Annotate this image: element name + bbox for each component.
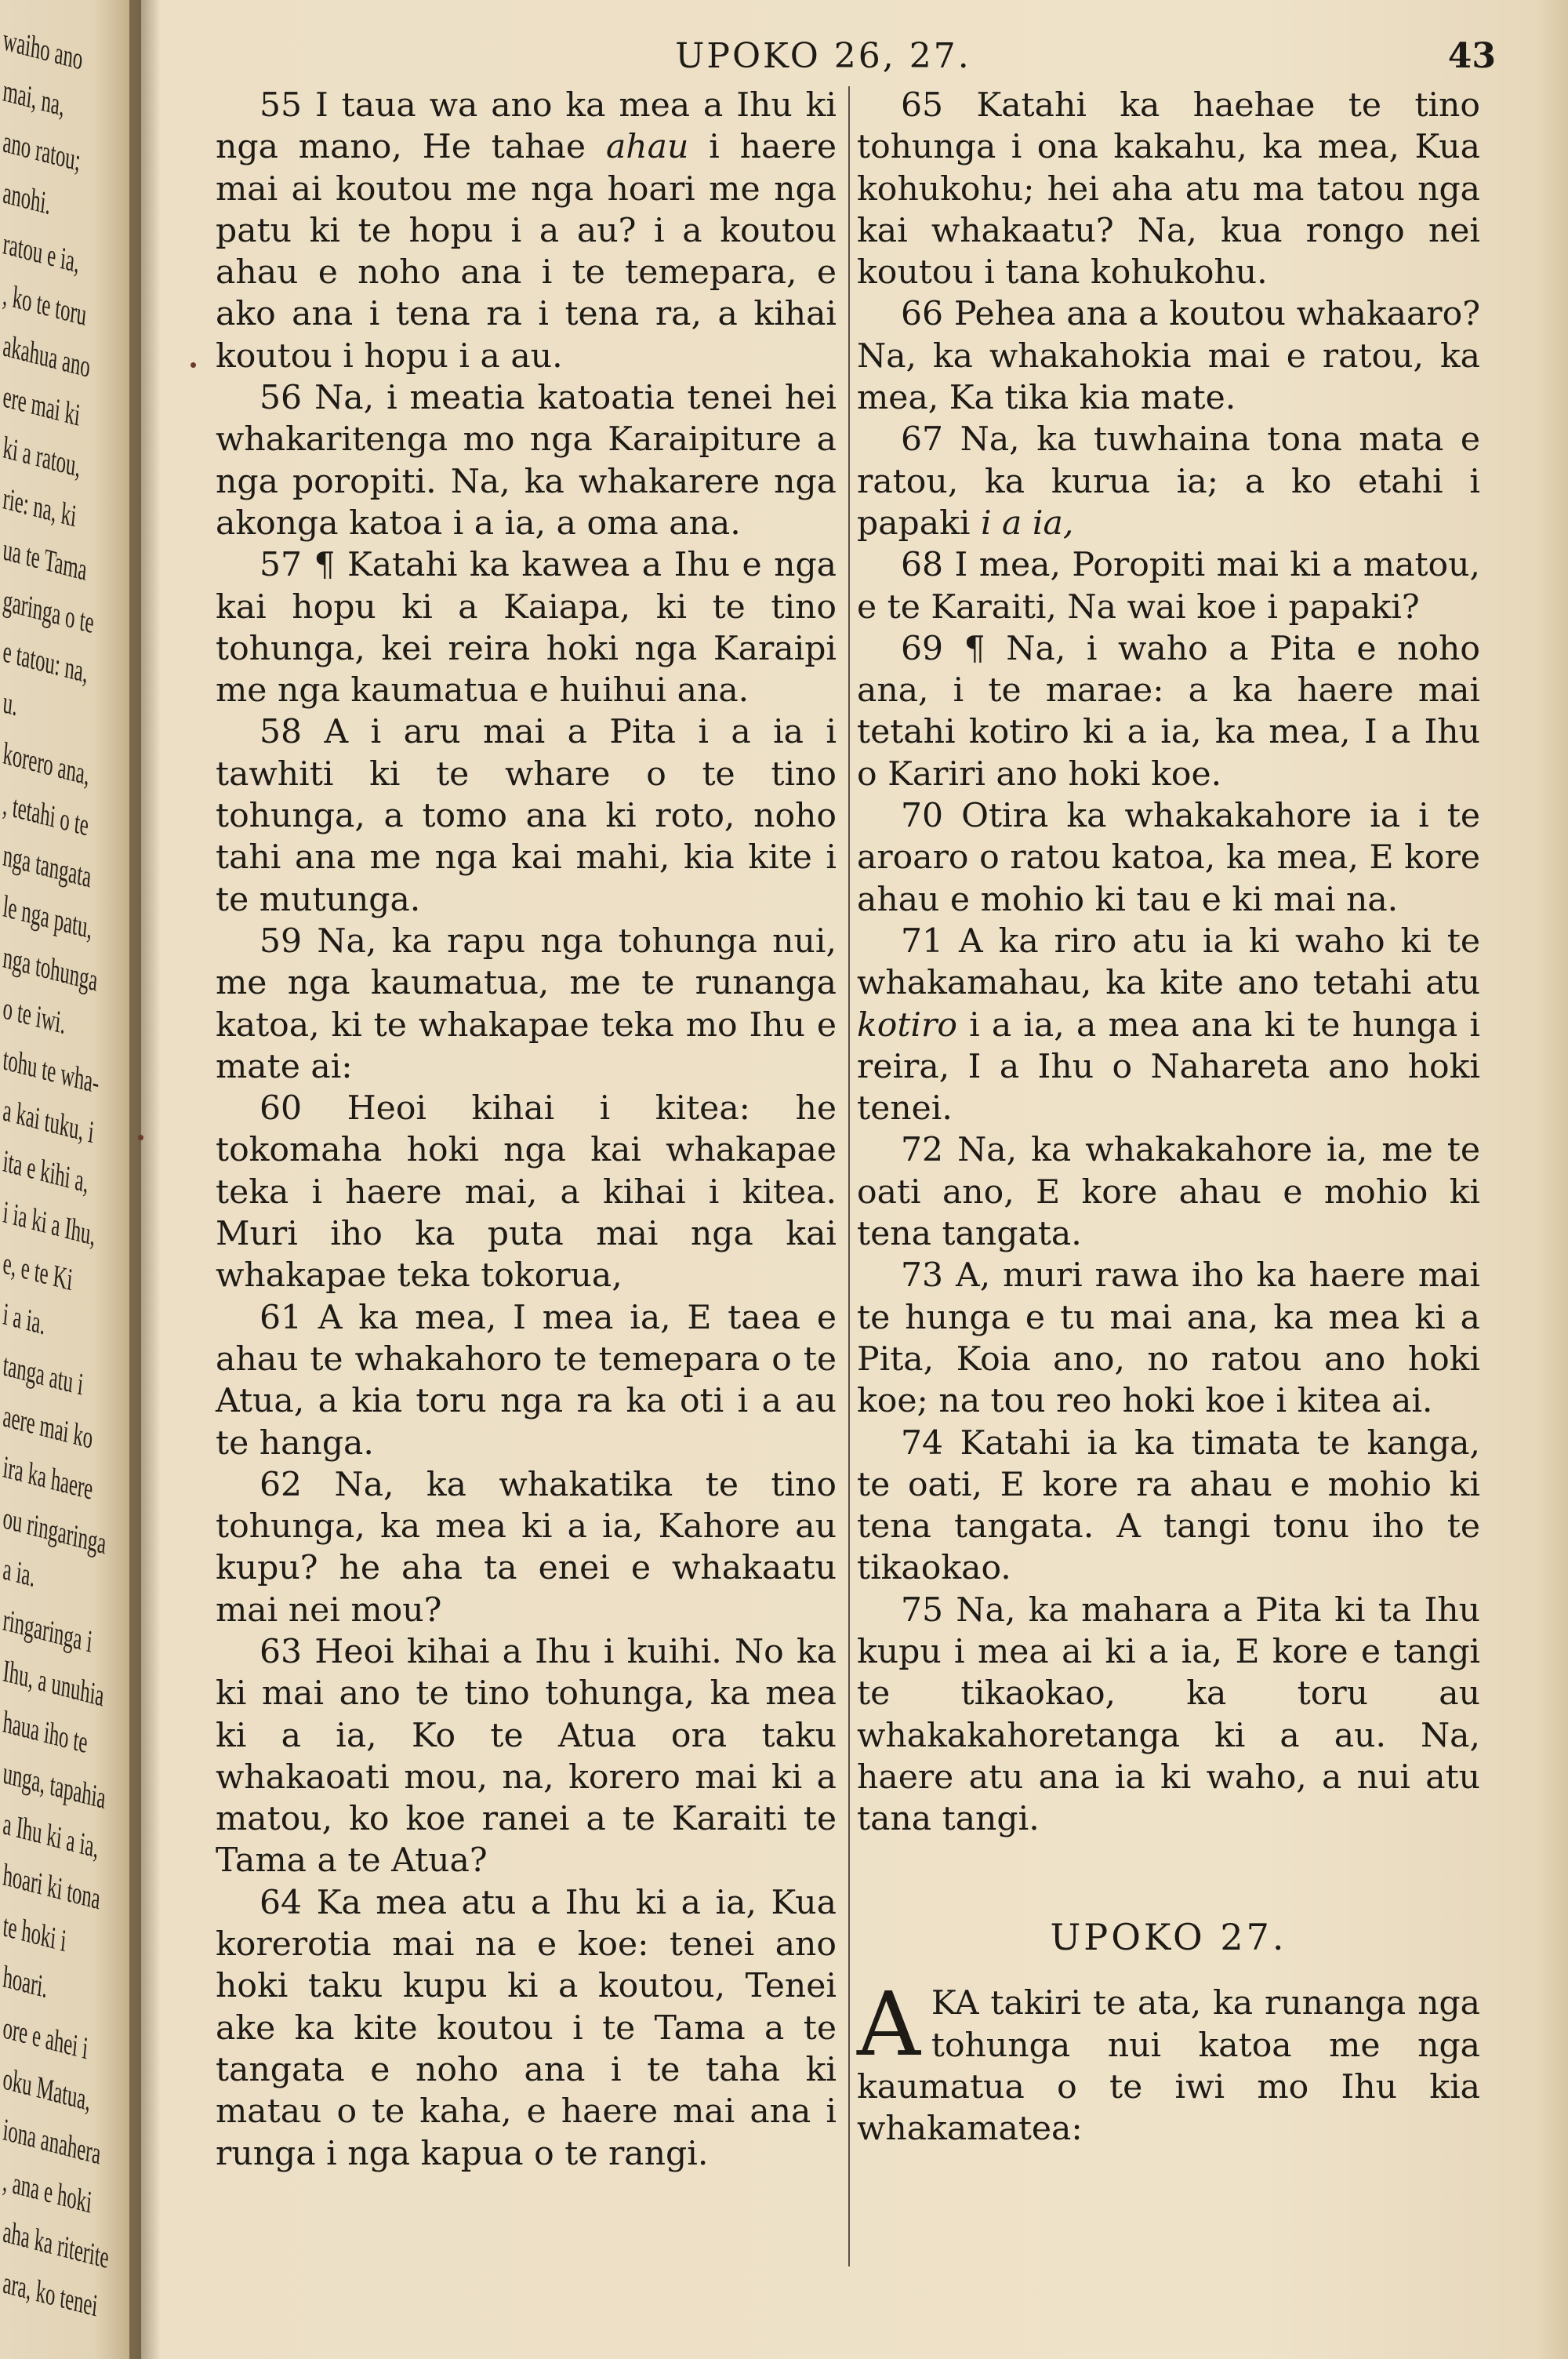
facing-page-text: waiho ano bbox=[1, 21, 85, 77]
verse-number: 64 bbox=[260, 1883, 303, 1922]
verse bbox=[857, 419, 1480, 544]
facing-page-text: i ia ki a Ihu, bbox=[1, 1194, 97, 1252]
verse-number: 70 bbox=[901, 797, 944, 836]
facing-page-text: oku Matua, bbox=[1, 2060, 93, 2118]
facing-page-text: ano ratou; bbox=[1, 123, 82, 178]
facing-page-text: anohi. bbox=[1, 174, 53, 222]
facing-page-text: i a ia. bbox=[1, 1296, 47, 1342]
verse-number: 73 bbox=[901, 1256, 944, 1296]
verse-text: Katahi ia ka timata te kanga, te oati, E kore ra ahau e mohio ki tena tangata. A tangi tonu iho te tikaokao. bbox=[857, 1423, 1481, 1588]
left-column bbox=[216, 85, 837, 2175]
facing-page-text: ou ringaringa bbox=[1, 1499, 108, 1561]
verse-number: 58 bbox=[260, 713, 303, 752]
margin-dot bbox=[138, 1135, 143, 1140]
verse-number: 68 bbox=[901, 546, 944, 585]
verse-text: Na, i waho a Pita e noho ana, i te marae: a ka haere mai tetahi kotiro ki a ia, ka mea, I a Ihu o Kariri ano hoki koe. bbox=[857, 629, 1481, 794]
verse-number: 65 bbox=[901, 86, 944, 125]
chapter-heading: UPOKO 27. bbox=[1050, 1916, 1287, 1959]
verse bbox=[216, 921, 837, 1088]
facing-page-text: ua te Tama bbox=[1, 531, 89, 587]
drop-cap: A bbox=[857, 1974, 920, 2077]
facing-page-text: ratou e ia, bbox=[1, 225, 82, 280]
verse bbox=[216, 1464, 837, 1631]
verse-text: Heoi kihai i kitea: he tokomaha hoki nga kai whakapae teka i haere mai, a kihai i kitea. Muri iho ka puta mai nga kai whakapae teka tokorua, bbox=[216, 1089, 837, 1296]
verse bbox=[216, 377, 837, 544]
facing-page-text: hoari ki tona bbox=[1, 1856, 103, 1917]
facing-page-text: garinga o te bbox=[1, 582, 96, 641]
verse-number: 72 bbox=[901, 1131, 944, 1170]
facing-page-text: hoari. bbox=[1, 1958, 49, 2005]
verse-text: Ka mea atu a Ihu ki a ia, Kua korerotia mai na e koe: tenei ano hoki taku kupu ki a koutou, Tenei ake ka kite koutou i te Tama a te tangata e noho ana i te taha ki matau o te kaha, e haere mai ana i runga i nga kapua o te rangi. bbox=[216, 1883, 837, 2173]
running-title: UPOKO 26, 27. bbox=[675, 36, 971, 76]
facing-page-text: , ana e hoki bbox=[1, 2162, 94, 2220]
verse-text: Otira ka whakakahore ia i te aroaro o ratou katoa, ka mea, E kore ahau e mohio ki tau e ki mai na. bbox=[857, 797, 1480, 919]
verse-number: 74 bbox=[901, 1423, 944, 1463]
pilcrow-mark: ¶ bbox=[314, 546, 336, 585]
verse bbox=[216, 1297, 837, 1464]
facing-page-text: te hoki i bbox=[1, 1907, 68, 1959]
verse bbox=[857, 1129, 1480, 1255]
facing-page-text: ira ka haere bbox=[1, 1448, 95, 1507]
facing-page-text: Ihu, a unuhia bbox=[1, 1652, 106, 1714]
verse-text: I taua wa ano ka mea a Ihu ki nga mano, He tahae bbox=[216, 86, 837, 167]
verse-text: Na, ka whakakahore ia, me te oati ano, E kore ahau e mohio ki tena tangata. bbox=[857, 1131, 1480, 1254]
facing-page-text: u. bbox=[1, 684, 20, 723]
verse-text: Pehea ana a koutou whakaaro? Na, ka whakahokia mai e ratou, ka mea, Ka tika kia mate. bbox=[857, 295, 1480, 418]
facing-page-text: tanga atu i bbox=[1, 1347, 85, 1402]
verse-number: 71 bbox=[901, 921, 944, 961]
page-number: 43 bbox=[1447, 36, 1496, 76]
verse-text: Na, ka whakatika te tino tohunga, ka mea ki a ia, Kahore au kupu? he aha ta enei e whakaatu mai nei mou? bbox=[216, 1465, 837, 1630]
verse bbox=[857, 85, 1480, 293]
facing-page-text: ere mai ki bbox=[1, 378, 82, 433]
verse bbox=[216, 544, 837, 711]
facing-page-edge bbox=[0, 0, 141, 2359]
chapter-opening-text: KA takiri te ata, ka runanga nga tohunga nui katoa me nga kaumatua o te iwi mo Ihu kia whakamatea: bbox=[857, 1984, 1480, 2149]
facing-page-text: aere mai ko bbox=[1, 1398, 95, 1456]
facing-page-text: ore e ahei i bbox=[1, 2009, 90, 2066]
facing-page-text: nga tangata bbox=[1, 837, 93, 895]
verse bbox=[857, 1255, 1480, 1422]
facing-page-text: akahua ano bbox=[1, 327, 93, 385]
facing-page-text: ki a ratou, bbox=[1, 429, 82, 484]
facing-page-text: unga, tapahia bbox=[1, 1754, 107, 1816]
verse bbox=[857, 795, 1480, 921]
verse-number: 55 bbox=[260, 86, 303, 125]
facing-page-text: ita e kihi a, bbox=[1, 1143, 91, 1200]
gutter-shadow bbox=[129, 0, 161, 2359]
facing-page-text: aha ka riterite bbox=[1, 2213, 111, 2276]
facing-page-text: , tetahi o te bbox=[1, 786, 91, 843]
verse-text: ahau bbox=[605, 128, 689, 167]
verse bbox=[857, 293, 1480, 419]
verse-text: Heoi kihai a Ihu i kuihi. No ka ki mai ano te tino tohunga, ka mea ki a ia, Ko te Atua ora taku whakaoati mou, na, korero mai ki a matou, ko koe ranei a te Karaiti te Tama a te Atua? bbox=[216, 1632, 837, 1881]
facing-page-text: a ia. bbox=[1, 1550, 38, 1594]
verse-text: A ka riro atu ia ki waho ki te whakamahau, ka kite ano tetahi atu bbox=[857, 921, 1480, 1003]
right-column-verses bbox=[857, 85, 1480, 1840]
verse bbox=[216, 1882, 837, 2175]
verse bbox=[216, 1088, 837, 1296]
column-rule bbox=[848, 86, 850, 2266]
verse-number: 61 bbox=[260, 1298, 303, 1337]
margin-dot bbox=[191, 362, 196, 368]
verse-number: 66 bbox=[901, 295, 944, 334]
verse-text: i a ia, bbox=[980, 503, 1074, 543]
verse-number: 59 bbox=[260, 921, 303, 961]
running-head bbox=[157, 33, 1496, 80]
facing-page-text: mai, na, bbox=[1, 72, 67, 123]
verse-text: Na, ka mahara a Pita ki ta Ihu kupu i mea ai ki a ia, E kore e tangi te tikaokao, ka toru au whakakahoretanga ki a au. Na, haere atu ana ia ki waho, a nui atu tana tangi. bbox=[857, 1590, 1481, 1839]
verse-text: Na, ka rapu nga tohunga nui, me nga kaumatua, me te runanga katoa, ki te whakapae teka mo Ihu e mate ai: bbox=[216, 921, 837, 1086]
verse-number: 63 bbox=[260, 1632, 303, 1671]
verse bbox=[216, 711, 837, 920]
facing-page-text: a Ihu ki a ia, bbox=[1, 1805, 100, 1865]
facing-page-text: ringaringa i bbox=[1, 1601, 94, 1659]
right-column bbox=[857, 85, 1480, 2150]
facing-page-text: ara, ko tenei bbox=[1, 2264, 100, 2324]
verse bbox=[857, 1423, 1480, 1590]
verse-text: kotiro bbox=[857, 1005, 957, 1045]
facing-page-text: korero ana, bbox=[1, 735, 92, 792]
verse-text: Katahi ka haehae te tino tohunga i ona kakahu, ka mea, Kua kohukohu; hei aha atu ma tatou nga kai whakaatu? Na, kua rongo nei koutou i tana kohukohu. bbox=[857, 86, 1480, 293]
facing-page-text: , ko te toru bbox=[1, 276, 89, 333]
facing-page-text: o te iwi. bbox=[1, 990, 67, 1041]
verse-number: 75 bbox=[901, 1590, 944, 1630]
facing-page-text: a kai tuku, i bbox=[1, 1092, 96, 1150]
facing-page-text: e tatou: na, bbox=[1, 633, 90, 690]
verse-number: 57 bbox=[260, 546, 303, 585]
verse-number: 56 bbox=[260, 379, 303, 418]
facing-page-text: nga tohunga bbox=[1, 939, 100, 998]
verse bbox=[216, 1631, 837, 1882]
verse-text: i haere mai ai koutou me nga hoari me nga patu ki te hopu i a au? i a koutou ahau e noho ana i te temepara, e ako ana i tena ra i tena ra, a kihai koutou i hopu i a au. bbox=[216, 128, 837, 376]
verse-text: Katahi ka kawea a Ihu e nga kai hopu ki a Kaiapa, ki te tino tohunga, kei reira hoki nga Karaipi me nga kaumatua e huihui ana. bbox=[216, 546, 837, 711]
verse bbox=[857, 544, 1480, 628]
verse-text: A ka mea, I mea ia, E taea e ahau te whakahoro te temepara o te Atua, a kia toru nga ra ka oti i a au te hanga. bbox=[216, 1298, 837, 1463]
facing-page-text: haua iho te bbox=[1, 1703, 89, 1761]
pilcrow-mark: ¶ bbox=[964, 629, 985, 668]
verse-number: 67 bbox=[901, 420, 944, 460]
verse bbox=[216, 85, 837, 377]
facing-page-text: e, e te Ki bbox=[1, 1245, 74, 1298]
verse-text: A, muri rawa iho ka haere mai te hunga e tu mai ana, ka mea ki a Pita, Koia ano, no ratou ano hoki koe; na tou reo hoki koe i kitea ai. bbox=[857, 1256, 1480, 1421]
facing-page-text: le nga patu, bbox=[1, 888, 94, 946]
verse bbox=[857, 628, 1480, 795]
verse-text: A i aru mai a Pita i a ia i tawhiti ki te whare o te tino tohunga, a tomo ana ki roto, noho tahi ana me nga kai mahi, kia kite i te mutunga. bbox=[216, 713, 837, 919]
chapter-opening-paragraph bbox=[857, 1974, 1480, 2150]
verse-text: Na, ka tuwhaina tona mata e ratou, ka kurua ia; a ko etahi i papaki bbox=[857, 420, 1480, 543]
verse-number: 60 bbox=[260, 1089, 303, 1129]
verse-number: 69 bbox=[901, 629, 944, 668]
verse bbox=[857, 921, 1480, 1129]
verse-text: i a ia, a mea ana ki te hunga i reira, I a Ihu o Nahareta ano hoki tenei. bbox=[857, 1005, 1480, 1129]
facing-page-text: tohu te wha- bbox=[1, 1041, 101, 1101]
verse-text: I mea, Poropiti mai ki a matou, e te Karaiti, Na wai koe i papaki? bbox=[857, 546, 1480, 627]
verse bbox=[857, 1590, 1480, 1841]
verse-text: Na, i meatia katoatia tenei hei whakaritenga mo nga Karaipiture a nga poropiti. Na, ka whakarere nga akonga katoa i a ia, a oma ana. bbox=[216, 379, 837, 543]
facing-page-text: iona anahera bbox=[1, 2111, 103, 2172]
verse-number: 62 bbox=[260, 1465, 303, 1504]
facing-page-text: rie: na, ki bbox=[1, 480, 78, 534]
